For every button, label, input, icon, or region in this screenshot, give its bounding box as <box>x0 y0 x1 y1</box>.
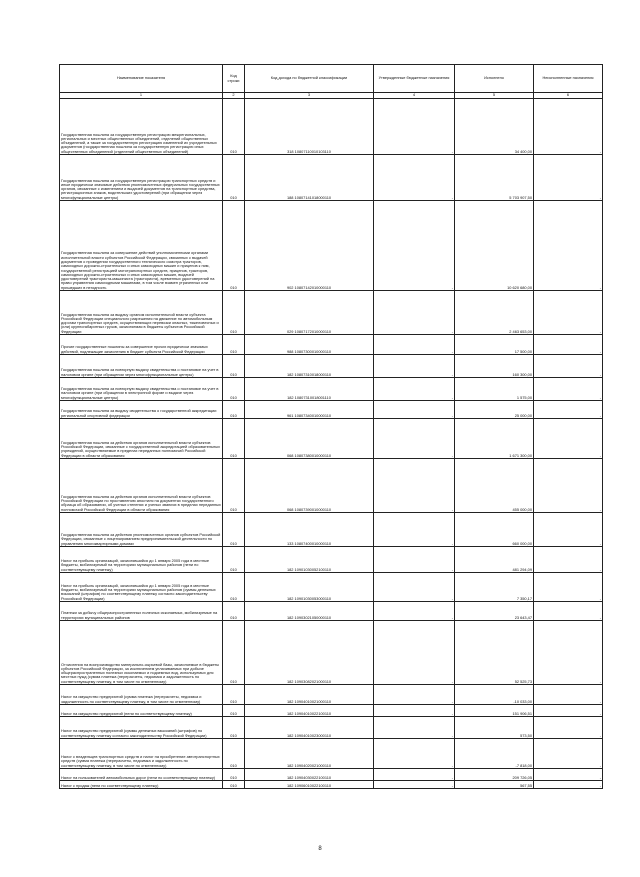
row-plan: - <box>374 419 455 459</box>
row-remaining: - <box>534 155 603 201</box>
row-kbk: 068 10807390010000110 <box>245 459 374 513</box>
table-row <box>60 739 603 769</box>
row-remaining: - <box>534 717 603 739</box>
row-code: 010 <box>223 459 245 513</box>
column-number: 5 <box>455 93 534 99</box>
row-remaining: - <box>534 769 603 781</box>
row-executed: 567,55 <box>455 781 534 789</box>
row-plan: - <box>374 717 455 739</box>
table-row <box>60 335 603 355</box>
row-executed: 1 575,00 <box>455 378 534 401</box>
table-row <box>60 355 603 378</box>
header-plan: Утвержденные бюджетные назначения <box>374 65 455 93</box>
table-row <box>60 547 603 573</box>
row-kbk: 182 10807310018000110 <box>245 355 374 378</box>
row-code: 010 <box>223 155 245 201</box>
row-remaining: - <box>534 291 603 335</box>
row-name: Налог на имущество предприятий (сумма платежа (перерасчеты, недоимка и задолженность по соответствующему платежу, в том числе по отмененному) <box>60 685 223 705</box>
row-executed: 23 643,47 <box>455 602 534 621</box>
row-executed: 10 620 680,00 <box>455 201 534 291</box>
row-remaining: - <box>534 685 603 705</box>
table-row <box>60 155 603 201</box>
table-row <box>60 378 603 401</box>
table-row <box>60 459 603 513</box>
table-row <box>60 419 603 459</box>
row-executed: 34 400,00 <box>455 99 534 155</box>
row-kbk: 188 10807141018000110 <box>245 155 374 201</box>
row-kbk: 182 10901030052100110 <box>245 547 374 573</box>
row-plan: - <box>374 401 455 419</box>
row-name: Государственная пошлина за совершение действий уполномоченными органами исполнительной власти субъектов Российской Федерации, связанных с выдачей документов о проведении государственного технического осмотра тракторов, самоходных дорожно-строительных и иных самоходных машин и прицепов к ним, государственной регистрацией мототранспортных средств, прицепов, тракторов, самоходных дорожно-строительных и иных самоходных машин, выдачей удостоверений тракториста-машиниста (тракториста), временных удостоверений на право управления самоходными машинами, в том числе взамен утраченных или пришедших в негодность <box>60 201 223 291</box>
row-executed: 151 906,51 <box>455 705 534 717</box>
row-kbk: 182 10904010021000110 <box>245 685 374 705</box>
row-executed: 209 726,05 <box>455 769 534 781</box>
header-exec: Исполнено <box>455 65 534 93</box>
row-kbk: 182 10807310018001110 <box>245 378 374 401</box>
row-executed: 17 500,00 <box>455 335 534 355</box>
row-executed: 573,50 <box>455 717 534 739</box>
row-kbk: 068 10807380010000110 <box>245 419 374 459</box>
header-kbk: Код дохода по бюджетной классификации <box>245 65 374 93</box>
row-kbk: 133 10807400010000110 <box>245 513 374 547</box>
row-name: Налог на имущество предприятий (пени по соответствующему платежу) <box>60 705 223 717</box>
row-plan: - <box>374 547 455 573</box>
header-rem: Неисполненные назначения <box>534 65 603 93</box>
row-name: Платежи за добычу общераспространенных полезных ископаемых, мобилизуемые на территориях муниципальных районов <box>60 602 223 621</box>
table-row <box>60 291 603 335</box>
row-plan: - <box>374 459 455 513</box>
row-code: 010 <box>223 378 245 401</box>
budget-income-table <box>59 64 603 789</box>
row-code: 010 <box>223 573 245 602</box>
row-remaining: - <box>534 419 603 459</box>
row-kbk: 961 10807340010000110 <box>245 401 374 419</box>
row-name: Налог на прибыль организаций, зачислявшийся до 1 января 2005 года в местные бюджеты, мобилизуемый на территориях муниципальных районов (суммы денежных взысканий (штрафов) по соответствующему платежу согласно законодательству Российской Федерации) <box>60 573 223 602</box>
row-plan: - <box>374 705 455 717</box>
row-remaining: - <box>534 378 603 401</box>
row-plan: - <box>374 573 455 602</box>
row-name: Государственная пошлина за государственную регистрацию межрегиональных, региональных и местных общественных объединений, отделений общественных объединений, а также за государственную регистрацию изменений их учредительных документов (государственная пошлина за государственную регистрацию иных общественных объединений (отделений общественных объединений) <box>60 99 223 155</box>
row-kbk: 182 10903021050000110 <box>245 602 374 621</box>
row-plan: - <box>374 513 455 547</box>
row-remaining: - <box>534 573 603 602</box>
row-code: 010 <box>223 291 245 335</box>
table-row <box>60 573 603 602</box>
row-remaining: - <box>534 739 603 769</box>
row-code: 010 <box>223 201 245 291</box>
row-remaining: - <box>534 355 603 378</box>
row-plan: - <box>374 621 455 685</box>
table-row <box>60 621 603 685</box>
row-name: Государственная пошлина за выдачу свидетельства о государственной аккредитации региональной спортивной федерации <box>60 401 223 419</box>
column-number: 1 <box>60 93 223 99</box>
table-row <box>60 513 603 547</box>
row-name: Государственная пошлина за действия органов исполнительной власти субъектов Российской Федерации по проставлению апостиля на документах государственного образца об образовании, об ученых степенях и ученых званиях в пределах переданных полномочий Российской Федерации в области образования <box>60 459 223 513</box>
row-name: Государственная пошлина за выдачу органом исполнительной власти субъекта Российской Федерации специального разрешения на движение по автомобильным дорогам транспортных средств, осуществляющих перевозки опасных, тяжеловесных и (или) крупногабаритных грузов, зачисляемая в бюджеты субъектов Российской Федерации <box>60 291 223 335</box>
row-executed: 52 525,73 <box>455 621 534 685</box>
row-name: Прочие государственные пошлины за совершение прочих юридически значимых действий, подлежащие зачислению в бюджет субъекта Российской Федерации <box>60 335 223 355</box>
row-plan: - <box>374 739 455 769</box>
table-row <box>60 602 603 621</box>
row-kbk: 029 10807172010000110 <box>245 291 374 335</box>
row-remaining: - <box>534 547 603 573</box>
row-name: Государственная пошлина за действия уполномоченных органов субъектов Российской Федерации, связанные с лицензированием предпринимательской деятельности по управлению многоквартирными домами <box>60 513 223 547</box>
row-executed: -7 818,00 <box>455 739 534 769</box>
row-plan: - <box>374 685 455 705</box>
row-executed: 455 000,00 <box>455 459 534 513</box>
row-kbk: 182 10904010022100110 <box>245 705 374 717</box>
column-number: 4 <box>374 93 455 99</box>
row-plan: - <box>374 155 455 201</box>
page-number: 8 <box>318 846 322 852</box>
row-name: Налог с владельцев транспортных средств и налог на приобретение автотранспортных средств (сумма платежа (перерасчеты, недоимка и задолженность по соответствующему платежу, в том числе по отмененному) <box>60 739 223 769</box>
row-name: Налог с продаж (пени по соответствующему платежу) <box>60 781 223 789</box>
table-row <box>60 99 603 155</box>
row-executed: 2 463 653,00 <box>455 291 534 335</box>
row-kbk: 182 10904020021000110 <box>245 739 374 769</box>
row-plan: - <box>374 602 455 621</box>
row-code: 010 <box>223 685 245 705</box>
row-plan: - <box>374 781 455 789</box>
row-plan: - <box>374 355 455 378</box>
table-row <box>60 401 603 419</box>
row-plan: - <box>374 769 455 781</box>
row-executed: 660 000,00 <box>455 513 534 547</box>
row-code: 010 <box>223 547 245 573</box>
row-code: 010 <box>223 781 245 789</box>
row-name: Государственная пошлина за повторную выдачу свидетельства о постановке на учет в налоговом органе (при обращении через многофункциональные центры) <box>60 355 223 378</box>
table-row <box>60 201 603 291</box>
row-code: 010 <box>223 99 245 155</box>
row-name: Государственная пошлина за государственную регистрацию транспортных средств и иные юридически значимые действия уполномоченных федеральных государственных органов, связанные с изменением и выдачей документов на транспортные средства, регистрационных знаков, водительских удостоверений (при обращении через многофункциональные центры) <box>60 155 223 201</box>
row-remaining: - <box>534 99 603 155</box>
row-name: Налог на прибыль организаций, зачислявшийся до 1 января 2005 года в местные бюджеты, мобилизуемый на территориях муниципальных районов (пени по соответствующему платежу) <box>60 547 223 573</box>
table-row <box>60 769 603 781</box>
row-plan: - <box>374 335 455 355</box>
row-plan: - <box>374 291 455 335</box>
row-kbk: 988 10807300010000110 <box>245 335 374 355</box>
row-remaining: - <box>534 201 603 291</box>
row-kbk: 182 10904030022100110 <box>245 769 374 781</box>
row-remaining: - <box>534 705 603 717</box>
table-row <box>60 705 603 717</box>
row-plan: - <box>374 99 455 155</box>
row-code: 010 <box>223 513 245 547</box>
row-executed: 7 350,17 <box>455 573 534 602</box>
row-executed: 25 000,00 <box>455 401 534 419</box>
row-remaining: - <box>534 621 603 685</box>
column-number: 2 <box>223 93 245 99</box>
table-row <box>60 717 603 739</box>
row-plan: - <box>374 378 455 401</box>
row-plan: - <box>374 201 455 291</box>
row-code: 010 <box>223 621 245 685</box>
row-executed: 481 294,09 <box>455 547 534 573</box>
row-executed: 5 703 907,50 <box>455 155 534 201</box>
row-kbk: 182 10904010023000110 <box>245 717 374 739</box>
table-row <box>60 781 603 789</box>
row-kbk: 182 10903082021000110 <box>245 621 374 685</box>
row-kbk: 182 10901030053000110 <box>245 573 374 602</box>
row-code: 010 <box>223 705 245 717</box>
row-executed: 1 671 300,00 <box>455 419 534 459</box>
header-code: Код строки <box>223 65 245 93</box>
row-name: Налог на пользователей автомобильных дорог (пени по соответствующему платежу) <box>60 769 223 781</box>
row-code: 010 <box>223 355 245 378</box>
row-kbk: 902 10807142010000110 <box>245 201 374 291</box>
row-executed: -10 033,00 <box>455 685 534 705</box>
row-remaining: - <box>534 602 603 621</box>
row-kbk: 318 10807110010103110 <box>245 99 374 155</box>
row-code: 010 <box>223 419 245 459</box>
row-code: 010 <box>223 602 245 621</box>
table-header-row <box>60 65 603 93</box>
column-number: 3 <box>245 93 374 99</box>
row-remaining: - <box>534 401 603 419</box>
row-executed: 160 300,00 <box>455 355 534 378</box>
row-remaining: - <box>534 459 603 513</box>
row-code: 010 <box>223 739 245 769</box>
row-code: 010 <box>223 401 245 419</box>
row-kbk: 182 10906010022100110 <box>245 781 374 789</box>
row-code: 010 <box>223 335 245 355</box>
row-code: 010 <box>223 717 245 739</box>
row-name: Отчисления на воспроизводство минерально-сырьевой базы, зачисляемые в бюджеты субъектов Российской Федерации, за исключением уплачиваемых при добыче общераспространенных полезных ископаемых и подземных вод, используемых для местных нужд (сумма платежа (перерасчеты, недоимка и задолженность по соответствующему платежу, в том числе по отмененному) <box>60 621 223 685</box>
row-name: Государственная пошлина за повторную выдачу свидетельства о постановке на учет в налоговом органе (при обращении в электронной форме и выдаче через многофункциональные центры) <box>60 378 223 401</box>
header-name: Наименование показателя <box>60 65 223 93</box>
row-remaining: - <box>534 781 603 789</box>
row-remaining: - <box>534 335 603 355</box>
row-code: 010 <box>223 769 245 781</box>
row-name: Налог на имущество предприятий (суммы денежных взысканий (штрафов) по соответствующему платежу согласно законодательству Российской Федерации) <box>60 717 223 739</box>
table-row <box>60 685 603 705</box>
column-number: 6 <box>534 93 603 99</box>
row-name: Государственная пошлина за действия органов исполнительной власти субъектов Российской Федерации, связанные с государственной аккредитацией образовательных учреждений, осуществляемые в пределах переданных полномочий Российской Федерации в области образования <box>60 419 223 459</box>
row-remaining: - <box>534 513 603 547</box>
